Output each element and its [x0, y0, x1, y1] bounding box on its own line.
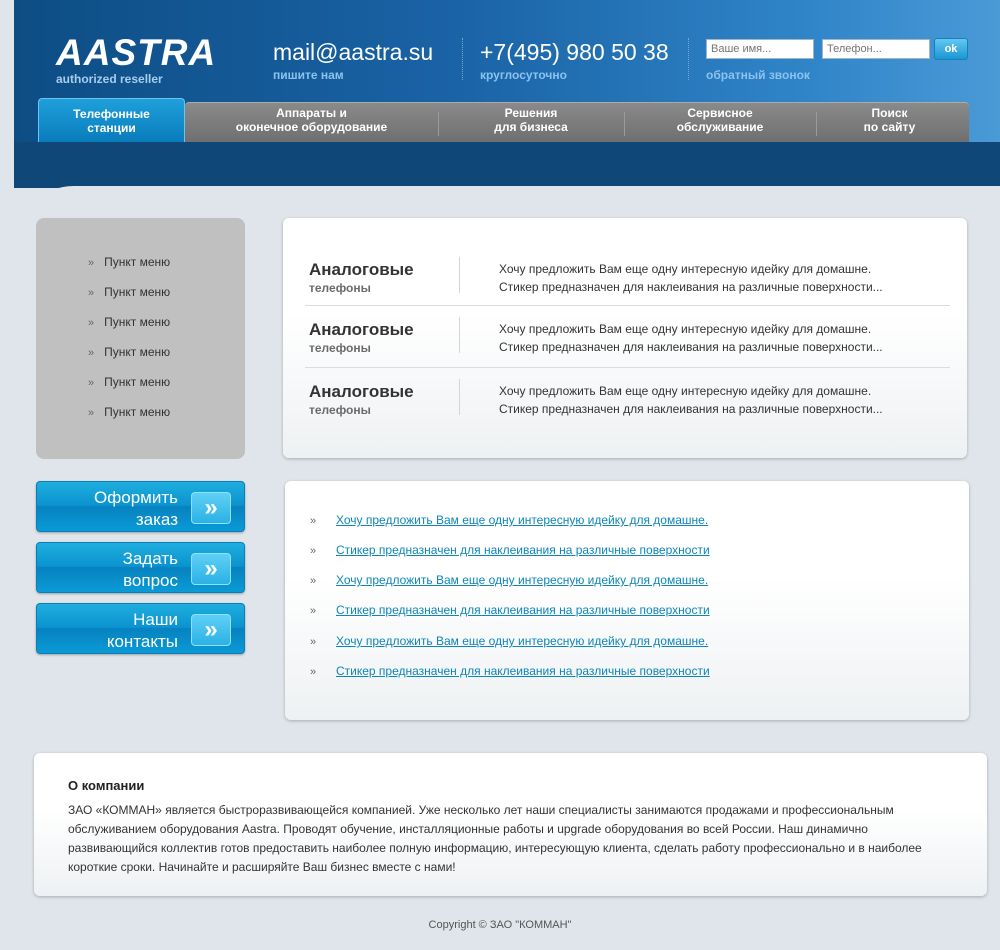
nav-item-label: Телефонные — [73, 106, 150, 121]
article-link[interactable]: Хочу предложить Вам еще одну интересную идейку для домашне. — [336, 573, 709, 587]
products-panel — [283, 218, 967, 458]
nav-item-label: оконечное оборудование — [235, 120, 388, 134]
sidebar-item[interactable] — [88, 405, 170, 419]
product-title: Аналоговые — [309, 382, 414, 401]
bullet-icon: » — [88, 407, 95, 419]
nav-item-label: Поиск — [871, 106, 908, 120]
article-link[interactable]: Хочу предложить Вам еще одну интересную идейку для домашне. — [336, 634, 709, 648]
list-item — [310, 513, 708, 527]
email-contact — [273, 38, 433, 82]
ask-question-button-label: Задать вопрос — [122, 549, 178, 590]
product-divider — [459, 257, 460, 293]
article-link[interactable]: Стикер предназначен для наклеивания на различные поверхности — [336, 664, 710, 678]
order-button[interactable] — [36, 481, 245, 532]
nav-item-label: по сайту — [863, 120, 916, 134]
sidebar-item[interactable] — [88, 345, 170, 359]
product-description — [499, 320, 883, 356]
bullet-icon: » — [88, 347, 95, 359]
product-item[interactable] — [309, 260, 949, 318]
order-button-label: Оформить заказ — [94, 488, 178, 529]
product-description-line: Стикер предназначен для наклеивания на различные поверхности... — [499, 340, 883, 354]
phone-caption: круглосуточно — [480, 68, 567, 82]
double-chevron-right-icon: » — [191, 553, 231, 585]
bullet-icon: » — [310, 605, 317, 617]
sidebar-item-label: Пункт меню — [104, 285, 171, 299]
product-divider — [459, 379, 460, 415]
product-title: Аналоговые — [309, 320, 414, 339]
bullet-icon: » — [88, 287, 95, 299]
list-item — [310, 543, 710, 557]
header-divider — [462, 38, 463, 80]
copyright: Copyright © ЗАО "КОММАН" — [428, 919, 572, 931]
callback-ok-button[interactable]: ok — [934, 38, 968, 60]
sidebar-item-label: Пункт меню — [104, 405, 171, 419]
nav-item-label: станции — [87, 120, 136, 135]
list-item — [310, 634, 708, 648]
sidebar-item[interactable] — [88, 255, 170, 269]
bullet-icon: » — [310, 575, 317, 587]
product-description-line: Хочу предложить Вам еще одну интересную идейку для домашне. — [499, 262, 872, 276]
list-item — [310, 664, 710, 678]
bullet-icon: » — [88, 377, 95, 389]
nav-item-label: Решения — [504, 106, 558, 120]
links-panel — [285, 481, 969, 720]
sidebar-item[interactable] — [88, 375, 170, 389]
nav-item-search[interactable] — [816, 98, 963, 142]
double-chevron-right-icon: » — [191, 492, 231, 524]
product-description — [499, 382, 883, 418]
sidebar-item-label: Пункт меню — [104, 375, 171, 389]
sidebar-item-label: Пункт меню — [104, 255, 171, 269]
nav-item-label: Аппараты и — [276, 106, 347, 120]
product-description-line: Хочу предложить Вам еще одну интересную идейку для домашне. — [499, 322, 872, 336]
main-nav — [38, 98, 969, 142]
product-description-line: Хочу предложить Вам еще одну интересную идейку для домашне. — [499, 384, 872, 398]
product-description — [499, 260, 883, 296]
header-background — [14, 0, 1000, 188]
product-divider — [459, 317, 460, 353]
product-separator — [305, 305, 950, 306]
sidebar-item[interactable] — [88, 285, 170, 299]
sidebar-menu — [36, 218, 245, 459]
product-subtitle: телефоны — [309, 341, 371, 355]
phone-contact — [480, 38, 669, 82]
product-item[interactable] — [309, 320, 949, 378]
email-caption: пишите нам — [273, 68, 344, 82]
double-chevron-right-icon: » — [191, 614, 231, 646]
article-link[interactable]: Стикер предназначен для наклеивания на различные поверхности — [336, 543, 710, 557]
ask-question-button[interactable] — [36, 542, 245, 593]
product-subtitle: телефоны — [309, 403, 371, 417]
email-address[interactable]: mail@aastra.su — [273, 39, 434, 65]
list-item — [310, 603, 710, 617]
bullet-icon: » — [310, 636, 317, 648]
contacts-button-label: Наши контакты — [106, 610, 178, 651]
sidebar-item[interactable] — [88, 315, 170, 329]
product-separator — [305, 367, 950, 368]
bullet-icon: » — [88, 317, 95, 329]
nav-item-label: Сервисное — [687, 106, 753, 120]
article-link[interactable]: Хочу предложить Вам еще одну интересную идейку для домашне. — [336, 513, 709, 527]
list-item — [310, 573, 708, 587]
callback-name-input[interactable] — [706, 39, 814, 59]
product-description-line: Стикер предназначен для наклеивания на различные поверхности... — [499, 402, 883, 416]
bullet-icon: » — [88, 257, 95, 269]
callback-link[interactable]: обратный звонок — [706, 68, 810, 82]
nav-item-devices[interactable] — [185, 98, 438, 142]
nav-item-stations[interactable] — [38, 98, 185, 142]
product-description-line: Стикер предназначен для наклеивания на различные поверхности... — [499, 280, 883, 294]
about-panel — [34, 753, 987, 896]
contacts-button[interactable] — [36, 603, 245, 654]
about-title: О компании — [68, 778, 145, 793]
callback-phone-input[interactable] — [822, 39, 930, 59]
logo-text: AASTRA — [56, 32, 217, 73]
product-title: Аналоговые — [309, 260, 414, 279]
sidebar-item-label: Пункт меню — [104, 315, 171, 329]
article-link[interactable]: Стикер предназначен для наклеивания на различные поверхности — [336, 603, 710, 617]
bullet-icon: » — [310, 545, 317, 557]
sidebar-item-label: Пункт меню — [104, 345, 171, 359]
logo-subtitle: authorized reseller — [56, 72, 163, 86]
bullet-icon: » — [310, 515, 317, 527]
bullet-icon: » — [310, 666, 317, 678]
logo[interactable] — [56, 32, 217, 86]
nav-item-service[interactable] — [624, 98, 816, 142]
header-divider — [688, 38, 689, 80]
about-text: ЗАО «КОММАН» является быстроразвивающейся компанией. Уже несколько лет наши специалисты занимаются продажами и профессиональным обслуживанием оборудования Aastra. Проводят обучение, инсталляционные работы и upgrade оборудования во всей России. Наш динамично развивающийся коллектив готов предоставить наиболее полную информацию, интересующую клиента, сделать работу профессионально и в наиболее короткие сроки. Начинайте и расширяйте Ваш бизнес вместе с нами! — [68, 803, 922, 874]
nav-item-label: обслуживание — [676, 120, 764, 134]
product-subtitle: телефоны — [309, 281, 371, 295]
product-item[interactable] — [309, 382, 949, 440]
nav-item-label: для бизнеса — [494, 120, 568, 134]
phone-number: +7(495) 980 50 38 — [480, 39, 669, 65]
nav-item-solutions[interactable] — [438, 98, 624, 142]
